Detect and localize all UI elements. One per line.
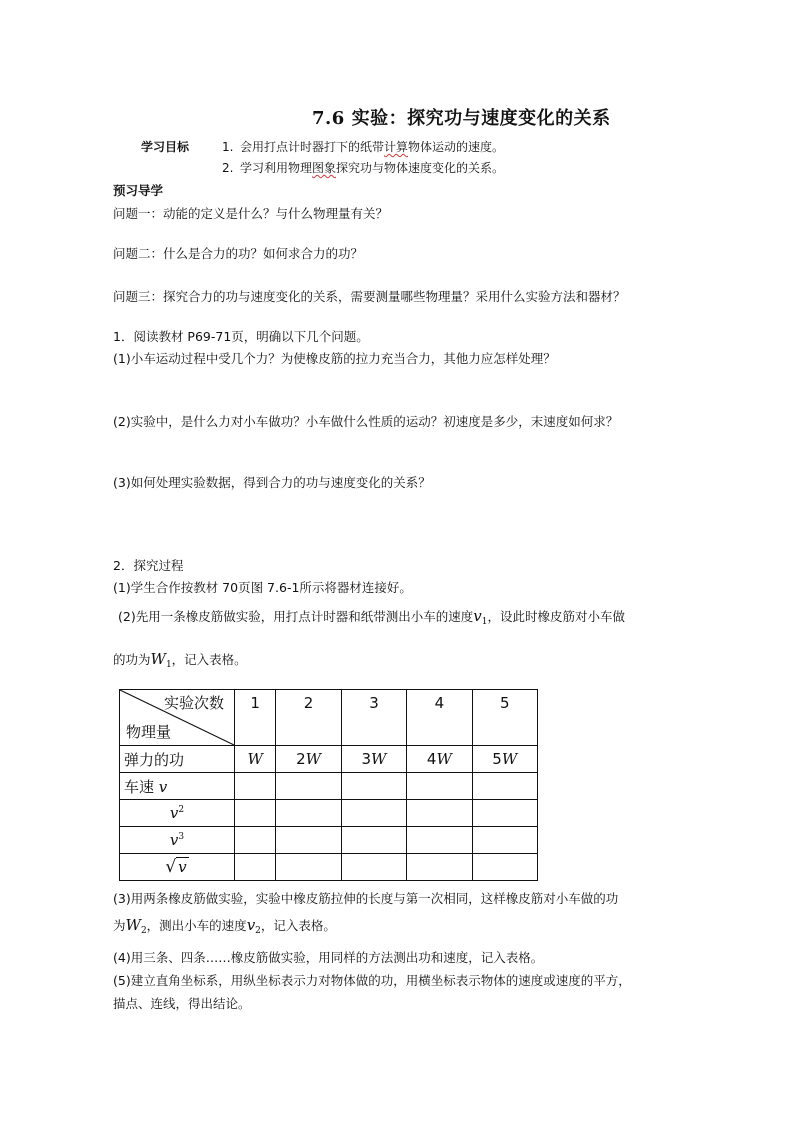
label: 车速	[124, 777, 155, 796]
step-text: ，设此时橡皮筋对小车做	[487, 609, 625, 624]
empty-cell	[276, 827, 341, 854]
trial-header: 1	[235, 690, 276, 746]
table-header-row	[120, 690, 538, 746]
goal-item-1	[222, 138, 504, 155]
data-table	[119, 689, 538, 881]
coef: 4	[426, 750, 437, 768]
subscript: 2	[140, 926, 147, 936]
step-text: ，记入表格。	[260, 918, 336, 933]
preview-heading: 预习导学	[113, 183, 164, 198]
work-cell	[472, 746, 537, 773]
trial-header: 4	[407, 690, 472, 746]
question-1: 问题一：动能的定义是什么？与什么物理量有关？	[113, 206, 389, 221]
subscript: 1	[481, 617, 488, 627]
empty-cell	[341, 827, 406, 854]
empty-cell	[472, 773, 537, 800]
velocity-symbol: v	[158, 777, 168, 796]
trial-header: 2	[276, 690, 341, 746]
step-text: ，记入表格。	[171, 652, 247, 667]
question-2: 问题二：什么是合力的功？如何求合力的功？	[113, 246, 364, 261]
empty-cell	[472, 854, 537, 881]
empty-cell	[407, 773, 472, 800]
empty-cell	[407, 827, 472, 854]
work-symbol: W	[501, 750, 518, 768]
goal-text: 物体运动的速度。	[408, 140, 505, 154]
coef: 3	[361, 750, 372, 768]
row-label-sqrt-v	[120, 854, 235, 881]
velocity-symbol	[473, 607, 487, 625]
exponent: 2	[178, 805, 185, 815]
procedure-step-5-cont: 描点、连线，得出结论。	[113, 996, 251, 1011]
velocity-symbol	[247, 916, 261, 934]
step-text: ，测出小车的速度	[146, 918, 247, 933]
reading-intro: 1．阅读教材 P69-71页，明确以下几个问题。	[113, 329, 369, 344]
radicand: v	[178, 858, 187, 876]
row-label-v-squared	[120, 800, 235, 827]
row-label-work: 弹力的功	[120, 746, 235, 773]
procedure-step-3: (3)用两条橡皮筋做实验，实验中橡皮筋拉伸的长度与第一次相同，这样橡皮筋对小车做的功	[113, 891, 619, 906]
empty-cell	[472, 800, 537, 827]
work-cell	[235, 746, 276, 773]
coef: 5	[492, 750, 502, 768]
procedure-step-3-cont	[113, 916, 336, 936]
goals-label: 学习目标	[141, 140, 190, 154]
empty-cell	[276, 773, 341, 800]
goal-text: 探究功与物体速度变化的关系。	[336, 161, 505, 175]
work-symbol	[126, 916, 147, 934]
empty-cell	[341, 773, 406, 800]
work-symbol: W	[371, 750, 387, 768]
work-cell	[341, 746, 406, 773]
goal-item-2	[222, 159, 504, 176]
empty-cell	[235, 800, 276, 827]
trial-header: 5	[472, 690, 537, 746]
goal-text: 会用打点计时器打下的纸带	[240, 140, 385, 154]
work-symbol	[151, 650, 172, 668]
reading-point-2: (2)实验中，是什么力对小车做功？小车做什么性质的运动？初速度是多少，末速度如何求？	[113, 414, 619, 429]
row-label-v-cubed	[120, 827, 235, 854]
step-text: (2)先用一条橡皮筋做实验，用打点计时器和纸带测出小车的速度	[118, 609, 474, 624]
empty-cell	[276, 800, 341, 827]
symbol: v	[473, 607, 482, 625]
empty-cell	[472, 827, 537, 854]
base: v	[169, 804, 179, 822]
sqrt-sign: √	[165, 857, 177, 877]
goal-marked-text: 计算	[384, 140, 409, 154]
empty-cell	[235, 827, 276, 854]
empty-cell	[407, 800, 472, 827]
corner-bottom-label: 物理量	[126, 723, 172, 741]
symbol: W	[125, 916, 141, 934]
empty-cell	[235, 854, 276, 881]
step-text: 为	[113, 918, 126, 933]
procedure-step-4: (4)用三条、四条……橡皮筋做实验，用同样的方法测出功和速度，记入表格。	[113, 950, 544, 965]
exponent: 3	[178, 832, 185, 842]
trial-header: 3	[341, 690, 406, 746]
procedure-step-2	[118, 607, 625, 627]
empty-cell	[235, 773, 276, 800]
goal-number: 2.	[222, 161, 234, 175]
table-row	[120, 827, 538, 854]
empty-cell	[341, 854, 406, 881]
table-row	[120, 746, 538, 773]
goal-text: 学习利用物理	[240, 161, 313, 175]
empty-cell	[276, 854, 341, 881]
corner-top-label: 实验次数	[163, 694, 224, 712]
procedure-step-2-cont	[113, 650, 247, 670]
goal-number: 1.	[222, 140, 234, 154]
step-text: 的功为	[113, 652, 151, 667]
procedure-step-5: (5)建立直角坐标系，用纵坐标表示力对物体做的功，用横坐标表示物体的速度或速度的平方，	[113, 973, 631, 988]
empty-cell	[341, 800, 406, 827]
table-corner-cell	[120, 690, 235, 746]
subscript: 2	[255, 926, 261, 936]
work-cell	[407, 746, 472, 773]
work-symbol: W	[305, 750, 322, 768]
table-row	[120, 773, 538, 800]
procedure-step-1: (1)学生合作按教材 70页图 7.6-1所示将器材连接好。	[113, 580, 412, 595]
base: v	[169, 831, 179, 849]
procedure-heading: 2．探究过程	[113, 558, 184, 573]
symbol: v	[246, 916, 256, 934]
work-cell	[276, 746, 341, 773]
coef: 2	[296, 750, 306, 768]
subscript: 1	[165, 660, 172, 670]
work-symbol: W	[247, 750, 263, 768]
question-3: 问题三：探究合力的功与速度变化的关系，需要测量哪些物理量？采用什么实验方法和器材？	[113, 289, 626, 304]
symbol: W	[150, 650, 166, 668]
goal-marked-text: 图象	[312, 161, 337, 175]
reading-point-1: (1)小车运动过程中受几个力？为使橡皮筋的拉力充当合力，其他力应怎样处理？	[113, 351, 556, 366]
table-row	[120, 854, 538, 881]
page-title: 7.6 实验：探究功与速度变化的关系	[312, 108, 611, 129]
row-label-speed	[120, 773, 235, 800]
work-symbol: W	[436, 750, 452, 768]
table-row	[120, 800, 538, 827]
reading-point-3: (3)如何处理实验数据，得到合力的功与速度变化的关系？	[113, 475, 431, 490]
empty-cell	[407, 854, 472, 881]
